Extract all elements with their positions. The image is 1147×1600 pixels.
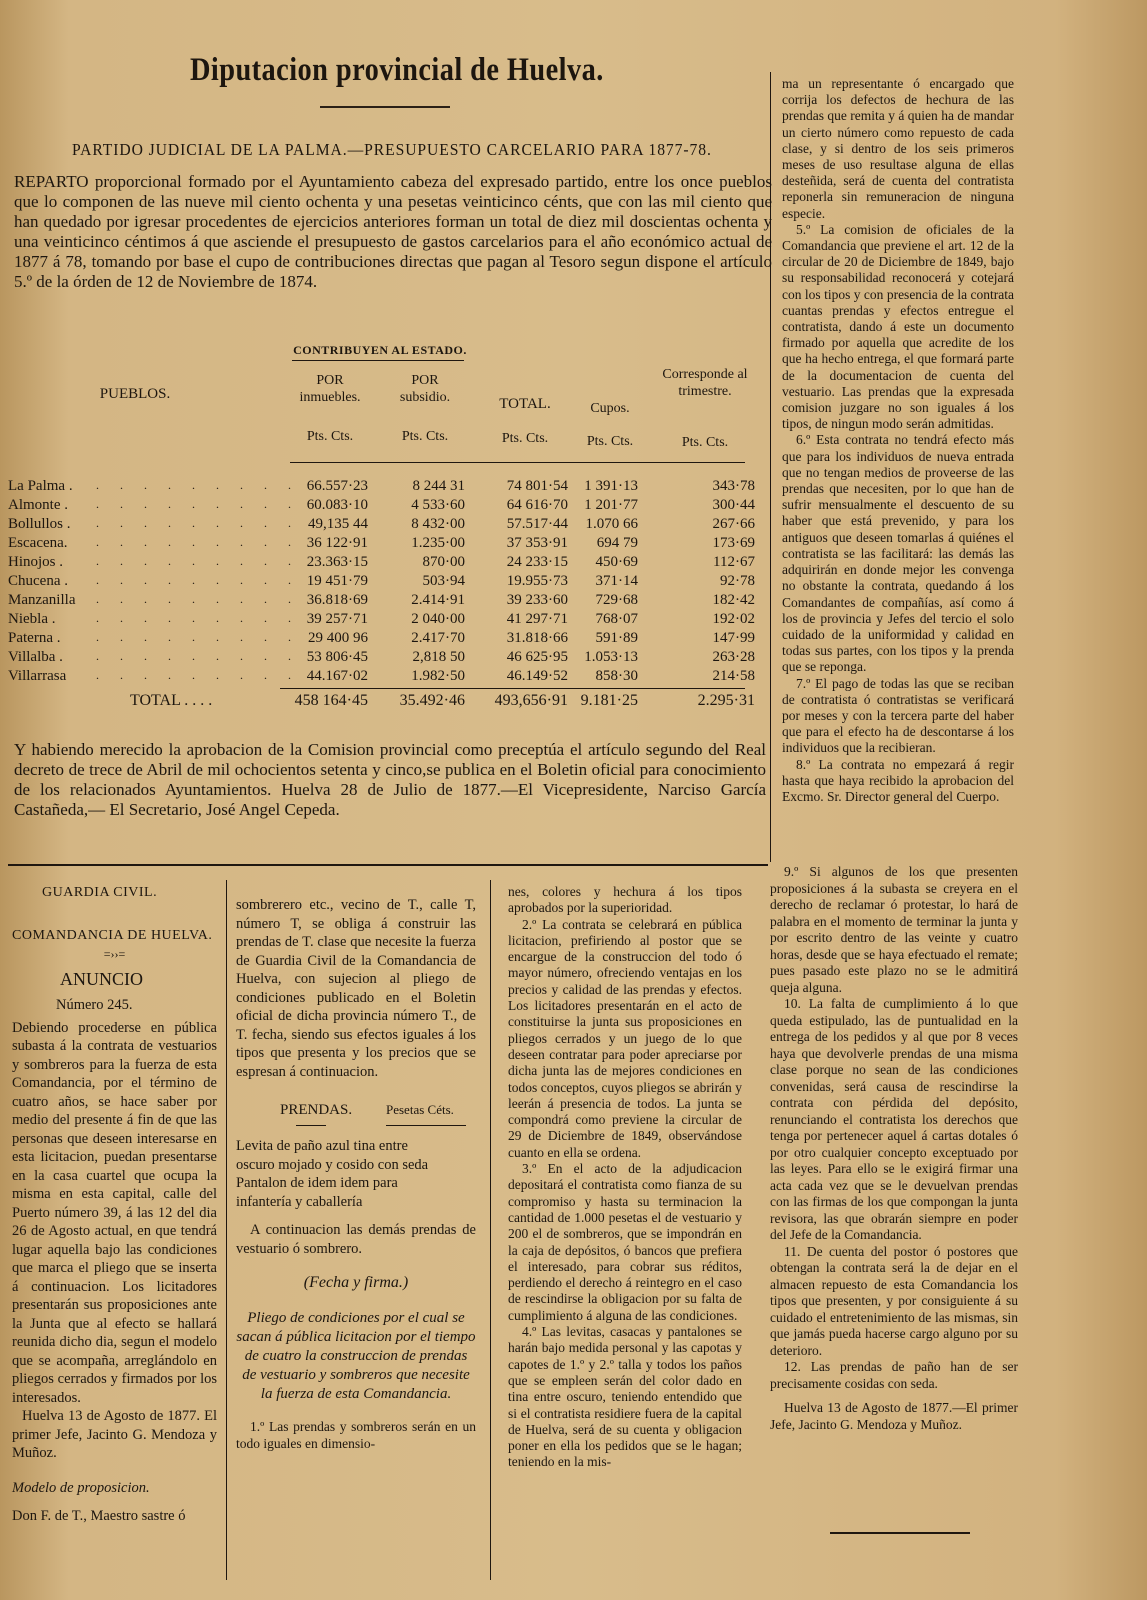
cell-inmuebles: 49,135 44 — [308, 516, 368, 532]
table-row — [0, 497, 760, 516]
cell-trimestre: 192·02 — [712, 611, 755, 627]
reparto-paragraph: REPARTO proporcional formado por el Ayuntamiento cabeza del expresado partido, entre los once pueblos que lo componen de las nueve mil ciento ochenta y una pesetas veinticinco cénts, que con las mil ciento que han quedado por igresar procedentes de ejercicios anteriores forman un total de diez mil doscientas ochenta y una veinticinco céntimos á que asciende el presupuesto de gastos carcelarios para el año económico actual de 1877 á 78, tomando por base el cupo de contribuciones directas que pagan al Tesoro segun dispone el artículo 5.º de la órden de 12 de Noviembre de 1874. — [14, 172, 772, 291]
cell-trimestre: 214·58 — [712, 668, 755, 684]
cell-inmuebles: 53 806·45 — [306, 649, 368, 665]
cell-pueblo: Manzanilla — [8, 592, 76, 608]
guardia-column — [12, 884, 217, 1526]
table-row — [0, 592, 760, 611]
modelo-start: Don F. de T., Maestro sastre ó — [12, 1508, 186, 1524]
header-subsidio: POR subsidio. — [399, 373, 451, 405]
table-row — [0, 630, 760, 649]
unit-cupos: Pts. Cts. — [586, 434, 634, 449]
pesetas-rule — [386, 1125, 466, 1126]
leader-dots: . . . . . . . . . — [96, 611, 300, 625]
cell-cupos: 450·69 — [595, 554, 638, 570]
cell-pueblo: Villalba . — [8, 649, 63, 665]
cell-subsidio: 2,818 50 — [412, 649, 465, 665]
cell-pueblo: Chucena . — [8, 573, 68, 589]
cell-inmuebles: 23.363·15 — [306, 554, 368, 570]
cell-cupos: 768·07 — [595, 611, 638, 627]
total-rule — [280, 688, 745, 689]
cell-cupos: 371·14 — [595, 573, 638, 589]
prendas-header: PRENDAS. — [280, 1102, 353, 1118]
table-row — [0, 573, 760, 592]
comandancia-heading: COMANDANCIA DE HUELVA. — [12, 927, 213, 943]
pliego-heading — [236, 1309, 476, 1404]
cell-subsidio: 1.235·00 — [411, 535, 465, 551]
total-total: 493,656·91 — [494, 692, 568, 709]
cell-subsidio: 503·94 — [422, 573, 465, 589]
leader-dots: . . . . . . . . . — [96, 668, 300, 682]
proposicion-column — [236, 896, 476, 1452]
cell-pueblo: Hinojos . — [8, 554, 64, 570]
cell-trimestre: 343·78 — [712, 478, 755, 494]
table-row — [0, 516, 760, 535]
cell-subsidio: 8 244 31 — [412, 478, 465, 494]
group-header-rule — [292, 360, 464, 361]
cell-pueblo: La Palma . — [8, 478, 73, 494]
cell-inmuebles: 66.557·23 — [306, 478, 368, 494]
prenda-levita: Levita de paño azul tina entre oscuro mojado y cosido con seda — [236, 1138, 429, 1173]
cell-cupos: 1.053·13 — [584, 649, 638, 665]
cell-cupos: 729·68 — [595, 592, 638, 608]
cell-cupos: 1.070 66 — [585, 516, 638, 532]
cell-cupos: 1 391·13 — [584, 478, 638, 494]
pliego-heading-text: Pliego de condiciones por el cual se sacan á pública licitacion por el tiempo de cuatro la construccion de prendas de vestuario y sombreros que necesite la fuerza de esta Comandancia. — [236, 1309, 476, 1402]
total-trimestre: 2.295·31 — [697, 692, 755, 709]
cond-11: 11. De cuenta del postor ó postores que obtengan la contrata será la de dejar en el almacen repuesto de esta Comandancia los tipos que presenten, y por consiguiente á su cuidado el entretenimiento de las mismas, sin que jamás pueda hacerse cargo alguno por su deterioro. — [770, 1243, 1018, 1358]
cell-pueblo: Almonte . — [8, 497, 68, 513]
header-rule — [290, 462, 745, 463]
cell-total: 41 297·71 — [506, 611, 568, 627]
page-title: Diputacion provincial de Huelva. — [190, 52, 604, 88]
end-rule — [830, 1532, 970, 1534]
modelo-heading — [12, 1479, 217, 1498]
cond-9: 9.º Si algunos de los que presenten proposiciones á la subasta se creyera en el derecho de reclamar ó protestar, lo hará de palabra en el momento de terminar la junta y por escrito dentro de las veinte y cuatro horas, desde que se haya efectuado el remate; pues pasado este plazo no se le admitirá queja alguna. — [770, 864, 1018, 995]
cell-subsidio: 2 040·00 — [411, 611, 465, 627]
cond-1-continued: nes, colores y hechura á los tipos aprobados por la superioridad. — [508, 884, 742, 916]
cell-pueblo: Bollullos . — [8, 516, 71, 532]
group-header: CONTRIBUYEN AL ESTADO. — [293, 343, 467, 357]
top-column-rule — [770, 72, 771, 862]
column-rule-2 — [490, 880, 491, 1580]
title-ornament — [320, 106, 450, 108]
cell-trimestre: 263·28 — [712, 649, 755, 665]
leader-dots: . . . . . . . . . — [96, 649, 300, 663]
table-row — [0, 535, 760, 554]
total-inmuebles: 458 164·45 — [294, 692, 368, 709]
cond-4-continued: ma un representante ó encargado que corrija los defectos de hechura de las prendas que remita y á quien ha de mandar un cierto número como repuesto de cada clase, y si dentro de los seis primeros meses de uso resultase alguna de ellas desteñida, será de cuenta del contratista reponerla sin remuneracion de ninguna especie. — [782, 76, 1014, 221]
cell-cupos: 858·30 — [595, 668, 638, 684]
cell-inmuebles: 36 122·91 — [306, 535, 368, 551]
header-total: TOTAL. — [499, 396, 551, 412]
cond-10: 10. La falta de cumplimiento á lo que queda estipulado, las de puntualidad en la entrega de los pedidos y al que por 8 veces haya que devolverle prendas de una misma clase porque no sean de las condiciones convenidas, será causa de rescindirse la contrata con pérdida del depósito, renunciando el contratista los derechos que tenga por pertenecer aquel á cartas dotales ó por otro cualquier concepto exceptuado por las leyes. Para ello se le exigirá firmar una acta cada vez que se le devuelvan prendas con las firmas de los que compongan la junta revisora, las que obrarán siempre en poder del Jefe de la Comandancia. — [770, 996, 1018, 1242]
budget-table — [0, 340, 760, 730]
cell-cupos: 694 79 — [596, 535, 638, 551]
fecha-firma-label: (Fecha y firma.) — [303, 1274, 409, 1291]
cell-subsidio: 1.982·50 — [411, 668, 465, 684]
cell-total: 46 625·95 — [506, 649, 568, 665]
anuncio-body: Debiendo procederse en pública subasta á la contrata de vestuarios y sombreros para la fuerza de esta Comandancia, por el término de cuatro años, se hace saber por medio del presente á fin de que las personas que deseen interesarse en esta licitacion, puedan presentarse en la casa cuartel que ocupa la misma en esta capital, calle del Puerto número 39, á las 12 del dia 26 de Agosto actual, en que tendrá lugar aquella bajo las condiciones que marca el pliego que se inserta á continuacion. Los licitadores presentarán sus proposiciones ante la Junta que al efecto se hallará reunida dicho dia, segun el modelo que se acompaña, arreglándolo en pliegos cerrados y firmados por los interesados. — [12, 1019, 217, 1406]
leader-dots: . . . . . . . . . — [96, 478, 300, 492]
total-label: TOTAL . . . . — [130, 692, 213, 709]
cond-4: 4.º Las levitas, casacas y pantalones se harán bajo medida personal y las capotas y capotes de 1.º y 2.º talla y todos los paños que se empleen serán del color dado en tina entre oscuro, teniendo entendido que si el contratista residiere fuera de la capital de Huelva, será de su cuenta y obligacion poner en ella los pedidos que se le hagan; teniendo en la mis- — [508, 1324, 742, 1470]
cond-12: 12. Las prendas de paño han de ser precisamente cosidas con seda. — [770, 1359, 1018, 1391]
prenda-pantalon: Pantalon de idem idem para infantería y caballería — [236, 1175, 398, 1210]
cell-pueblo: Paterna . — [8, 630, 61, 646]
leader-dots: . . . . . . . . . — [96, 535, 300, 549]
cell-subsidio: 2.414·91 — [411, 592, 465, 608]
fecha-firma — [236, 1274, 476, 1293]
leader-dots: . . . . . . . . . — [96, 554, 300, 568]
table-row — [0, 478, 760, 497]
leader-dots: . . . . . . . . . — [96, 592, 300, 606]
pesetas-header: Pesetas Céts. — [386, 1102, 454, 1117]
header-inmuebles: POR inmuebles. — [299, 373, 361, 405]
cell-subsidio: 2.417·70 — [411, 630, 465, 646]
anuncio-heading: ANUNCIO — [60, 968, 143, 989]
table-row — [0, 554, 760, 573]
comandancia-ornament: =››= — [103, 947, 126, 961]
modelo-label: Modelo de proposicion. — [12, 1479, 150, 1496]
continuacion-text: A continuacion las demás prendas de vestuario ó sombrero. — [236, 1222, 476, 1257]
cell-trimestre: 147·99 — [712, 630, 755, 646]
cell-trimestre: 182·42 — [712, 592, 755, 608]
cell-inmuebles: 60.083·10 — [306, 497, 368, 513]
cell-pueblo: Niebla . — [8, 611, 56, 627]
unit-inmuebles: Pts. Cts. — [306, 429, 354, 444]
cell-trimestre: 112·67 — [713, 554, 755, 570]
cond-8: 8.º La contrata no empezará á regir hasta que haya recibido la aprobacion del Excmo. Sr. Director general del Cuerpo. — [782, 756, 1014, 804]
cell-total: 64 616·70 — [506, 497, 568, 513]
condiciones-column-right — [770, 864, 1018, 1433]
right-column-top — [782, 76, 1014, 805]
guardia-heading: GUARDIA CIVIL. — [42, 885, 158, 900]
cell-pueblo: Escacena. — [8, 535, 68, 551]
header-cupos: Cupos. — [590, 401, 630, 416]
cond-1: 1.º Las prendas y sombreros serán en un todo iguales en dimensio- — [236, 1418, 476, 1451]
cond-5: 5.º La comision de oficiales de la Comandancia que previene el art. 12 de la circular de 20 de Diciembre de 1849, bajo su responsabilidad reconocerá y cotejará con los tipos y con presencia de la contrata cuantas prendas y efectos entregue el contratista, dando á este un documento firmado por aquella que acredite de los que ha hecho entrega, el que formará parte de la documentacion de cuenta del vestuario. Las prendas que la expresada comision juzgare no son iguales á los tipos, de ningun modo serán admitidas. — [782, 221, 1014, 432]
table-row — [0, 611, 760, 630]
table-row — [0, 649, 760, 668]
leader-dots: . . . . . . . . . — [96, 497, 300, 511]
unit-trimestre: Pts. Cts. — [681, 435, 729, 450]
leader-dots: . . . . . . . . . — [96, 573, 300, 587]
anuncio-number: Número 245. — [56, 997, 133, 1013]
cell-trimestre: 173·69 — [712, 535, 755, 551]
section-subtitle: PARTIDO JUDICIAL DE LA PALMA.—PRESUPUESTO CARCELARIO PARA 1877-78. — [72, 140, 712, 159]
cell-cupos: 1 201·77 — [584, 497, 638, 513]
cell-total: 31.818·66 — [506, 630, 568, 646]
prendas-table — [236, 1095, 476, 1137]
prendas-rule — [296, 1125, 326, 1126]
cell-inmuebles: 39 257·71 — [306, 611, 368, 627]
section-divider — [8, 864, 768, 866]
proposicion-body: sombrerero etc., vecino de T., calle T, número T, se obliga á construir las prendas de T. clase que necesite la fuerza de Guardia Civil de la Comandancia de Huelva, con sujecion al pliego de condiciones publicado en el Boletin oficial de dicha provincia número T., de T. fecha, siendo sus efectos iguales á los tipos que presenta y los precios que se espresan á continuacion. — [236, 897, 476, 1080]
cell-total: 24 233·15 — [506, 554, 568, 570]
cell-inmuebles: 44.167·02 — [306, 668, 368, 684]
cell-trimestre: 92·78 — [720, 573, 755, 589]
cell-inmuebles: 29 400 96 — [308, 630, 368, 646]
total-subsidio: 35.492·46 — [399, 692, 465, 709]
total-row — [0, 692, 760, 711]
cell-pueblo: Villarrasa — [8, 668, 67, 684]
cell-subsidio: 8 432·00 — [411, 516, 465, 532]
cell-inmuebles: 36.818·69 — [306, 592, 368, 608]
closing-date: Huelva 13 de Agosto de 1877.—El primer Jefe, Jacinto G. Mendoza y Muñoz. — [770, 1400, 1018, 1432]
cell-inmuebles: 19 451·79 — [306, 573, 368, 589]
cell-subsidio: 870·00 — [422, 554, 465, 570]
leader-dots: . . . . . . . . . — [96, 630, 300, 644]
cell-trimestre: 267·66 — [712, 516, 755, 532]
cell-cupos: 591·89 — [595, 630, 638, 646]
cell-total: 46.149·52 — [506, 668, 568, 684]
leader-dots: . . . . . . . . . — [96, 516, 300, 530]
cond-2: 2.º La contrata se celebrará en pública licitacion, prefiriendo al postor que se encargue de la construccion del todo ó mayor número, ofreciendo ventajas en los precios y calidad de las prendas y efectos. Los licitadores presentarán en el acto de constituirse la junta sus proposiciones en pliegos cerrados y un juego de lo que deseen contratar para poder apreciarse por dicha junta las de mejores condiciones en todos conceptos, cuyos pliegos se abrirán y leerán á presencia de todos. La junta se compondrá como previene la circular de 29 de Diciembre de 1849, observándose cuanto en ella se ordena. — [508, 916, 742, 1160]
unit-subsidio: Pts. Cts. — [401, 429, 449, 444]
cond-7: 7.º El pago de todas las que se reciban de contratista ó contratistas se verificará por meses y con la tercera parte del haber que para el efecto ha de descontarse á los individuos que la recibieran. — [782, 675, 1014, 756]
cond-6: 6.º Esta contrata no tendrá efecto más que para los individuos de nueva entrada que no tengan medios de proveerse de las prendas que necesiten, por lo que han de sufrir mensualmente el descuento de su haber que está prevenido, y para los antiguos que deseen tomarlas á quiénes el contratista se las facilitará: las demás las adquirirán en donde mejor les convenga no obstante la contrata, quedando á los Comandantes de compañías, así como á los de provincia y Jefes del tercio el solo cuidado de la uniformidad y calidad en todas sus partes, con los tipos y la prenda que se reponga. — [782, 432, 1014, 675]
anuncio-date: Huelva 13 de Agosto de 1877. El primer Jefe, Jacinto G. Mendoza y Muñoz. — [12, 1408, 217, 1461]
cell-total: 19.955·73 — [506, 573, 568, 589]
cell-total: 37 353·91 — [506, 535, 568, 551]
cell-trimestre: 300·44 — [712, 497, 755, 513]
cell-total: 39 233·60 — [506, 592, 568, 608]
cond-3: 3.º En el acto de la adjudicacion depositará el contratista como fianza de su compromiso y hasta su terminacion la cantidad de 1.000 pesetas el de vestuario y 200 el de sombreros, que se impondrán en la caja de depósitos, ó bancos que prefiera el interesado, para cobrar sus réditos, perdiendo el derecho á reintegro en el caso de rescindirse la obligacion por su falta de cumplimiento á alguna de las condiciones. — [508, 1161, 742, 1323]
column-rule-1 — [226, 880, 227, 1580]
closing-paragraph: Y habiendo merecido la aprobacion de la Comision provincial como preceptúa el artículo segundo del Real decreto de trece de Abril de mil ochocientos setenta y cinco,se publica en el Boletin oficial para conocimiento de los relacionados Ayuntamientos. Huelva 28 de Julio de 1877.—El Vicepresidente, Narciso García Castañeda,— El Secretario, José Angel Cepeda. — [14, 740, 766, 819]
cell-total: 74 801·54 — [506, 478, 568, 494]
header-trimestre: Corresponde al trimestre. — [662, 367, 748, 399]
table-body — [0, 478, 760, 698]
cell-subsidio: 4 533·60 — [411, 497, 465, 513]
condiciones-column — [508, 884, 742, 1471]
unit-total: Pts. Cts. — [501, 431, 549, 446]
total-cupos: 9.181·25 — [580, 692, 638, 709]
header-pueblos: PUEBLOS. — [99, 386, 171, 402]
table-row — [0, 668, 760, 687]
cell-total: 57.517·44 — [506, 516, 568, 532]
